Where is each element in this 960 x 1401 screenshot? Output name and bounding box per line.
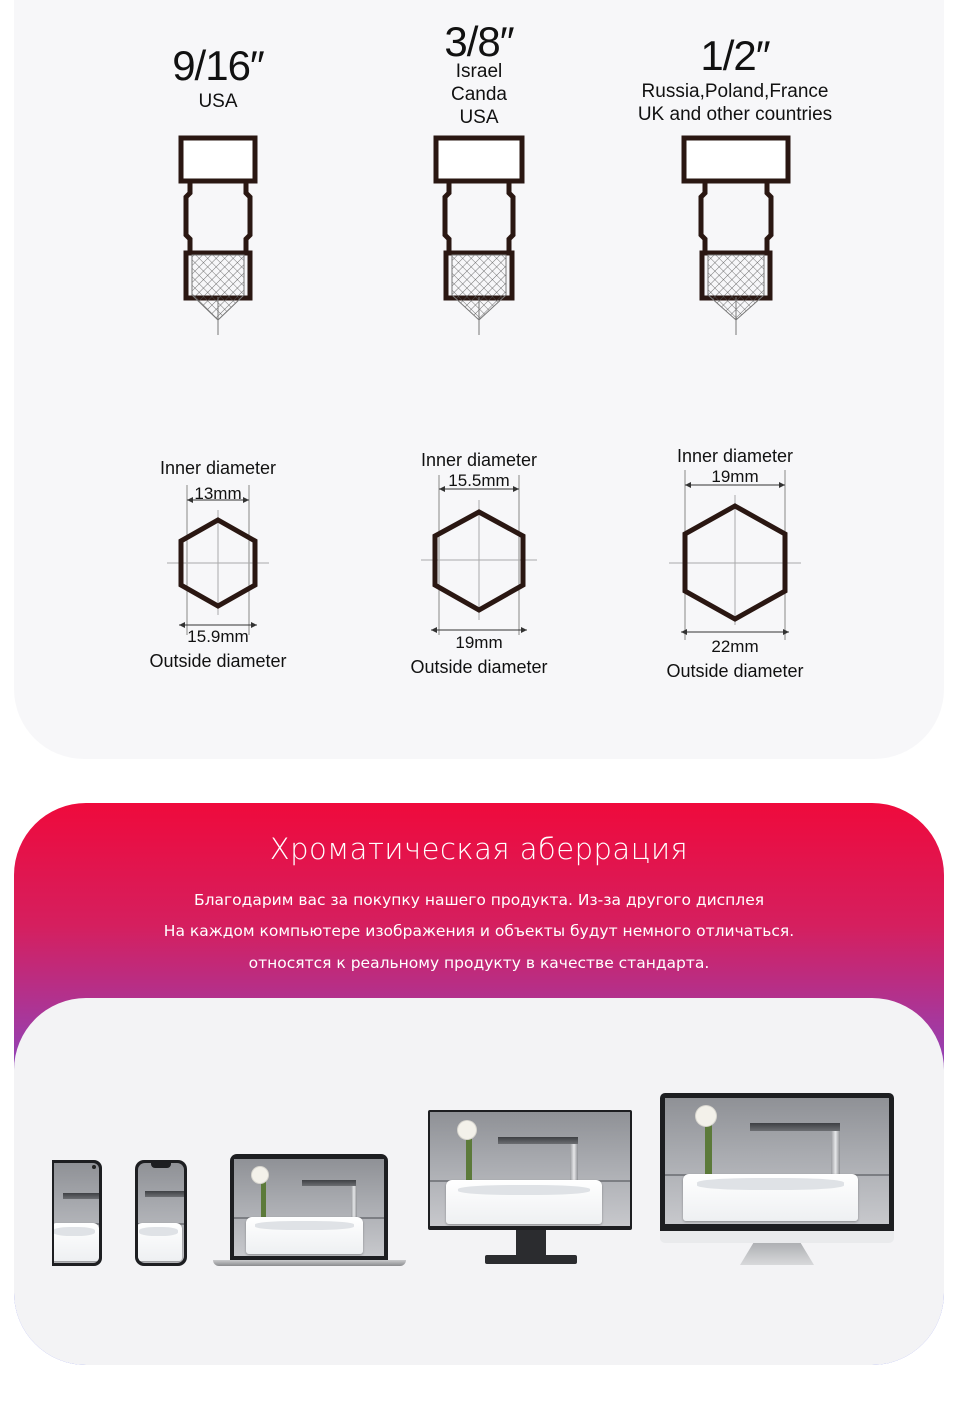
outside-diameter-label-3: Outside diameter	[666, 661, 804, 681]
imac-icon	[660, 1093, 894, 1231]
outside-diameter-label-1: Outside diameter	[149, 651, 287, 671]
size-region-israel: Israel	[455, 61, 503, 82]
inner-diameter-value-3: 19mm	[711, 467, 759, 486]
inner-diameter-value-1: 13mm	[194, 484, 242, 503]
laptop-icon	[230, 1154, 388, 1260]
size-label-1-2: 1/2″	[700, 32, 770, 79]
inner-diameter-label-2: Inner diameter	[420, 450, 538, 470]
size-region-usa: USA	[198, 91, 238, 112]
hex-nut-15-5mm-icon	[419, 475, 539, 635]
laptop-base	[213, 1260, 406, 1266]
inner-diameter-label-3: Inner diameter	[676, 446, 794, 466]
phone-iphone-icon	[135, 1160, 187, 1266]
outside-diameter-value-2: 19mm	[455, 633, 503, 652]
size-label-9-16: 9/16″	[172, 42, 264, 89]
aberration-line-3: относятся к реальному продукту в качестве стандарта.	[248, 954, 710, 972]
fitting-9-16-icon	[178, 135, 258, 340]
size-label-3-8: 3/8″	[444, 18, 514, 65]
aberration-line-2: На каждом компьютере изображения и объекты будут немного отличаться.	[163, 922, 795, 940]
hex-nut-13mm-icon	[163, 485, 273, 635]
size-region-uk-other: UK and other countries	[637, 104, 833, 125]
outside-diameter-value-3: 22mm	[711, 637, 759, 656]
fitting-1-2-icon	[681, 135, 791, 340]
monitor-foot	[485, 1255, 577, 1264]
hex-nut-19mm-icon	[665, 470, 805, 640]
size-region-europe: Russia,Poland,France	[641, 81, 829, 102]
monitor-stand	[516, 1230, 546, 1255]
size-region-canda: Canda	[451, 84, 507, 105]
aberration-line-1: Благодарим вас за покупку нашего продукта. Из-за другого дисплея	[193, 891, 765, 909]
outside-diameter-value-1: 15.9mm	[187, 627, 249, 646]
inner-diameter-label-1: Inner diameter	[159, 458, 277, 478]
imac-chin	[660, 1231, 894, 1243]
outside-diameter-label-2: Outside diameter	[410, 657, 548, 677]
fitting-3-8-icon	[433, 135, 525, 340]
monitor-icon	[428, 1110, 632, 1230]
phone-android-icon	[52, 1160, 102, 1266]
inner-diameter-value-2: 15.5mm	[448, 471, 510, 490]
aberration-title: Хроматическая аберрация	[269, 832, 689, 866]
size-region-usa-2: USA	[459, 107, 499, 128]
